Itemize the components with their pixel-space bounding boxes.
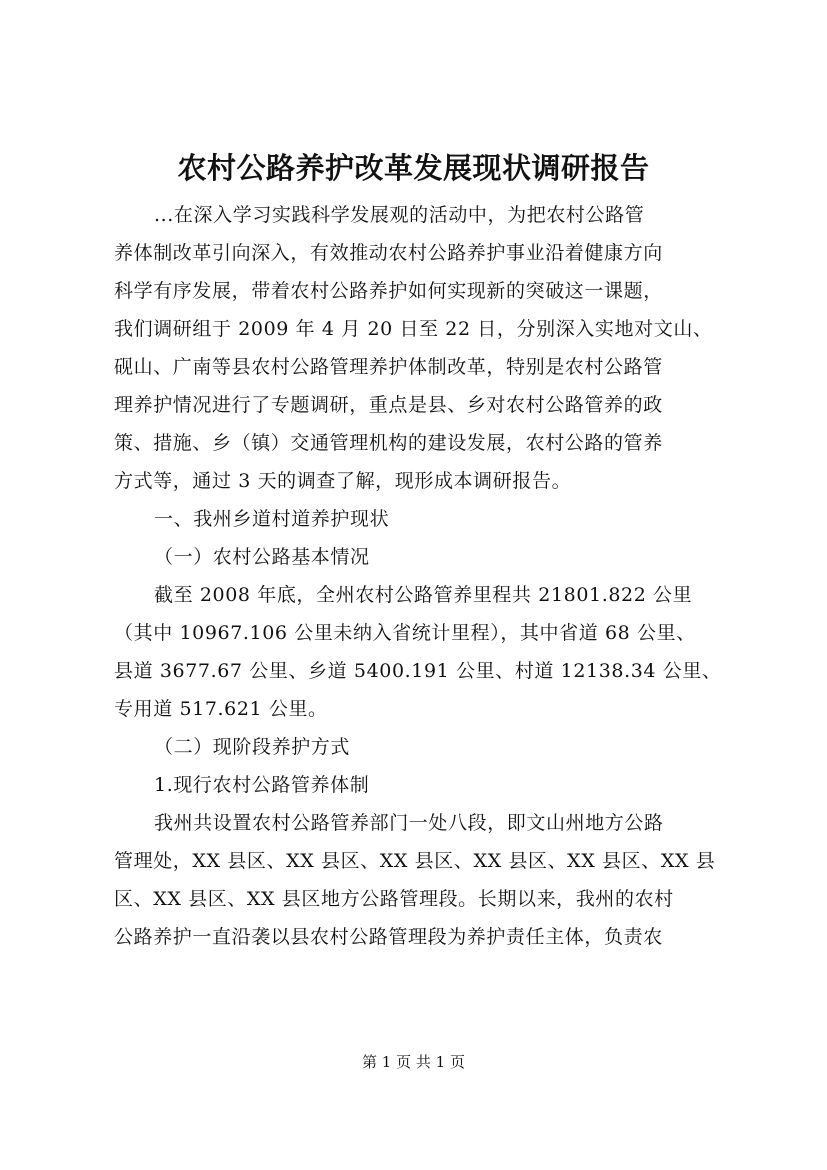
paragraph-line: 专用道 517.621 公里。 — [114, 698, 328, 720]
paragraph-line: 公路养护一直沿袭以县农村公路管理段为养护责任主体，负责农 — [114, 926, 663, 948]
page-footer: 第 1 页 共 1 页 — [362, 1053, 465, 1071]
paragraph-line: 截至 2008 年底，全州农村公路管养里程共 21801.822 公里 — [154, 584, 693, 606]
paragraph-line: 我们调研组于 2009 年 4 月 20 日至 22 日，分别深入实地对文山、 — [114, 318, 713, 340]
paragraph-line: 方式等，通过 3 天的调查了解，现形成本调研报告。 — [114, 470, 572, 492]
paragraph-line: 科学有序发展，带着农村公路养护如何实现新的突破这一课题， — [114, 280, 663, 302]
subsection-heading: （二）现阶段养护方式 — [154, 736, 351, 758]
paragraph-line: 策、措施、乡（镇）交通管理机构的建设发展，农村公路的管养 — [114, 432, 663, 454]
numbered-heading: 1.现行农村公路管养体制 — [154, 774, 370, 796]
paragraph-line: 区、XX 县区、XX 县区地方公路管理段。长期以来，我州的农村 — [114, 888, 674, 910]
paragraph-line: 砚山、广南等县农村公路管理养护体制改革，特别是农村公路管 — [114, 356, 663, 378]
subsection-heading: （一）农村公路基本情况 — [154, 546, 370, 568]
paragraph-line: 县道 3677.67 公里、乡道 5400.191 公里、村道 12138.34 公里、 — [114, 660, 722, 682]
document-title: 农村公路养护改革发展现状调研报告 — [177, 151, 650, 185]
paragraph-line: 养体制改革引向深入，有效推动农村公路养护事业沿着健康方向 — [114, 242, 663, 264]
paragraph-line: 理养护情况进行了专题调研，重点是县、乡对农村公路管养的政 — [114, 394, 663, 416]
paragraph-line: 我州共设置农村公路管养部门一处八段，即文山州地方公路 — [154, 812, 664, 834]
section-heading: 一、我州乡道村道养护现状 — [154, 508, 390, 530]
paragraph-line: 管理处，XX 县区、XX 县区、XX 县区、XX 县区、XX 县区、XX 县 — [114, 850, 716, 872]
paragraph-line: （其中 10967.106 公里未纳入省统计里程），其中省道 68 公里、 — [114, 622, 696, 644]
paragraph-line: ...在深入学习实践科学发展观的活动中，为把农村公路管 — [154, 204, 645, 226]
